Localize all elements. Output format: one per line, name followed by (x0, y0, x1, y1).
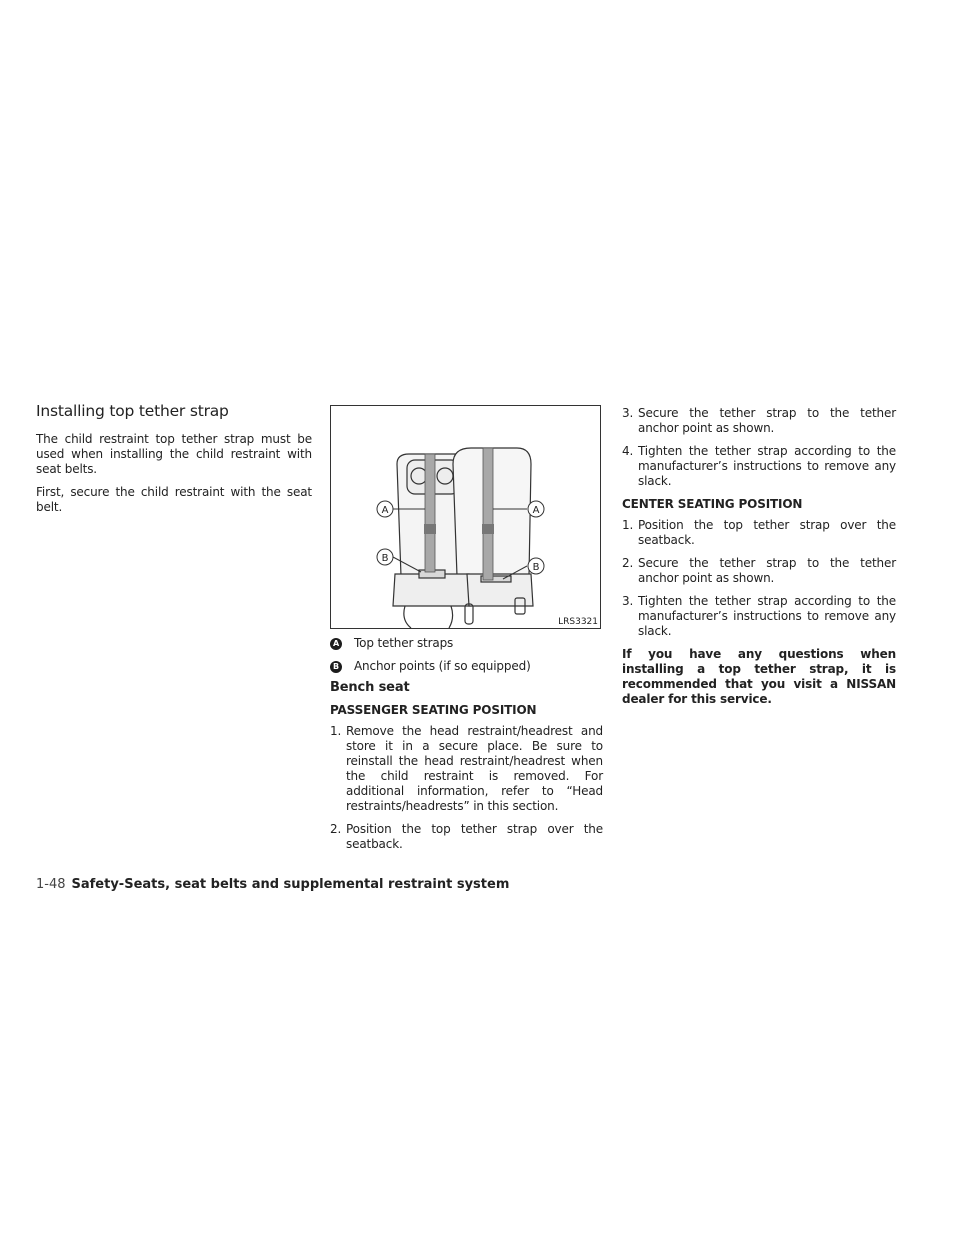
section-heading: Installing top tether strap (36, 402, 229, 420)
advice-paragraph: If you have any questions when installing a top tether strap, it is recommended that you visit a NISSAN dealer for this service. (622, 647, 896, 706)
column-middle (330, 636, 603, 860)
center-position-heading: CENTER SEATING POSITION (622, 497, 803, 511)
callout-a-right: A (532, 505, 540, 516)
callout-b-left: B (381, 553, 389, 564)
center-step-3: 3. Tighten the tether strap according to the manufacturer’s instructions to remove any slack. (622, 594, 896, 638)
page-number: 1-48 (36, 877, 66, 892)
figure-code: LRS3321 (558, 617, 598, 627)
seat-illustration-svg (331, 406, 601, 629)
center-step-2: 2. Secure the tether strap to the tether anchor point as shown. (622, 556, 896, 585)
page-footer (36, 877, 509, 892)
intro-paragraph-2: First, secure the child restraint with the seat belt. (36, 485, 312, 514)
legend-text-a: Top tether straps (354, 636, 454, 650)
passenger-step-2: 2. Position the top tether strap over the seatback. (330, 822, 603, 851)
legend-item-b (330, 659, 603, 674)
center-step-1: 1. Position the top tether strap over the seatback. (622, 518, 896, 547)
passenger-step-4: 4. Tighten the tether strap according to the manufacturer’s instructions to remove any slack. (622, 444, 896, 488)
bench-seat-heading: Bench seat (330, 680, 410, 695)
section-title: Safety-Seats, seat belts and supplemental restraint system (71, 877, 510, 892)
intro-paragraph-1: The child restraint top tether strap must be used when installing the child restraint with seat belts. (36, 432, 312, 476)
passenger-step-3: 3. Secure the tether strap to the tether anchor point as shown. (622, 406, 896, 435)
legend-text-b: Anchor points (if so equipped) (354, 659, 531, 673)
callout-a-left: A (381, 505, 389, 516)
column-left (36, 432, 312, 523)
passenger-step-1: 1. Remove the head restraint/headrest and store it in a secure place. Be sure to reinstall the head restraint/headrest when the child restraint is removed. For additional information, refer to “Head restraints/headrests” in this section. (330, 724, 603, 813)
callout-b-right: B (532, 562, 540, 573)
callout-b-icon: B (330, 661, 342, 673)
passenger-position-heading: PASSENGER SEATING POSITION (330, 703, 537, 717)
seat-tether-illustration (330, 405, 601, 629)
callout-a-icon: A (330, 638, 342, 650)
column-right (622, 406, 896, 715)
legend-item-a (330, 636, 603, 651)
